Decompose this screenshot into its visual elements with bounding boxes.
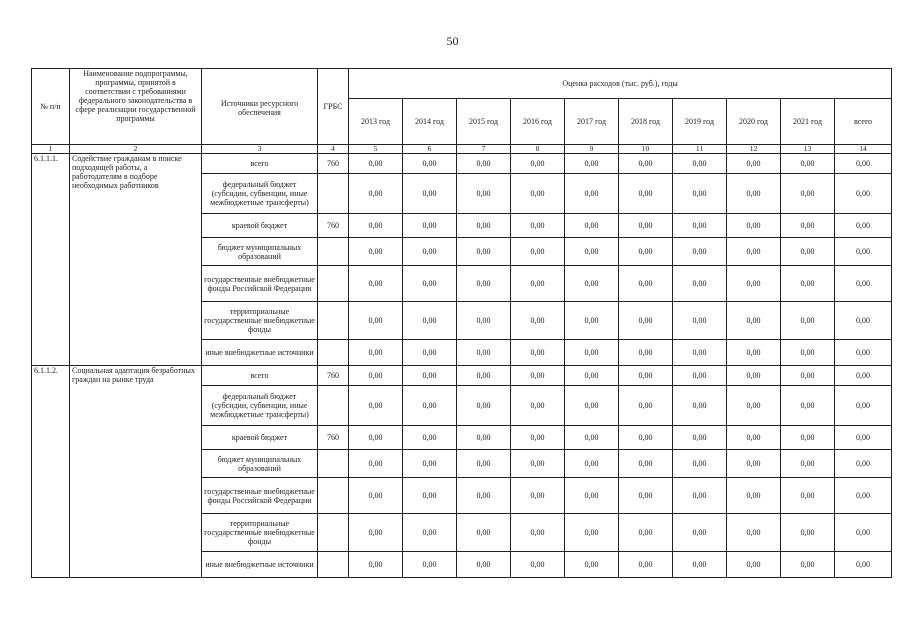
expenses-table (31, 68, 892, 578)
year-value: 0,00 (673, 340, 727, 366)
funding-source: государственные внебюджетные фонды Российской Федерации (202, 266, 318, 302)
year-value: 0,00 (619, 302, 673, 340)
grbs-code: 760 (318, 366, 349, 386)
grbs-code: 760 (318, 426, 349, 450)
header-year: 2017 год (565, 99, 619, 145)
year-value: 0,00 (619, 386, 673, 426)
year-value: 0,00 (781, 450, 835, 478)
year-value: 0,00 (511, 174, 565, 214)
year-value: 0,00 (727, 340, 781, 366)
total-value: 0,00 (835, 266, 892, 302)
year-value: 0,00 (781, 340, 835, 366)
year-value: 0,00 (565, 238, 619, 266)
grbs-code (318, 302, 349, 340)
year-value: 0,00 (349, 386, 403, 426)
year-value: 0,00 (673, 366, 727, 386)
year-value: 0,00 (457, 266, 511, 302)
year-value: 0,00 (619, 426, 673, 450)
column-index: 9 (565, 145, 619, 154)
year-value: 0,00 (727, 366, 781, 386)
funding-source: иные внебюджетные источники (202, 340, 318, 366)
year-value: 0,00 (403, 238, 457, 266)
year-value: 0,00 (727, 386, 781, 426)
year-value: 0,00 (457, 340, 511, 366)
column-index: 1 (32, 145, 70, 154)
year-value: 0,00 (403, 450, 457, 478)
year-value: 0,00 (349, 174, 403, 214)
row-number: 6.1.1.1. (32, 154, 70, 366)
year-value: 0,00 (673, 478, 727, 514)
year-value: 0,00 (727, 302, 781, 340)
grbs-code (318, 174, 349, 214)
column-index: 2 (70, 145, 202, 154)
year-value: 0,00 (781, 386, 835, 426)
table-row (32, 366, 892, 386)
total-value: 0,00 (835, 426, 892, 450)
year-value: 0,00 (511, 340, 565, 366)
year-value: 0,00 (457, 214, 511, 238)
year-value: 0,00 (457, 426, 511, 450)
year-value: 0,00 (781, 174, 835, 214)
funding-source: иные внебюджетные источники (202, 552, 318, 578)
year-value: 0,00 (511, 514, 565, 552)
total-value: 0,00 (835, 386, 892, 426)
year-value: 0,00 (727, 266, 781, 302)
year-value: 0,00 (565, 340, 619, 366)
year-value: 0,00 (349, 514, 403, 552)
funding-source: территориальные государственные внебюджетные фонды (202, 514, 318, 552)
header-year: 2021 год (781, 99, 835, 145)
year-value: 0,00 (565, 552, 619, 578)
year-value: 0,00 (403, 340, 457, 366)
year-value: 0,00 (619, 214, 673, 238)
header-year: 2016 год (511, 99, 565, 145)
grbs-code (318, 238, 349, 266)
year-value: 0,00 (781, 302, 835, 340)
year-value: 0,00 (619, 266, 673, 302)
grbs-code: 760 (318, 154, 349, 174)
year-value: 0,00 (403, 386, 457, 426)
year-value: 0,00 (457, 386, 511, 426)
year-value: 0,00 (673, 174, 727, 214)
total-value: 0,00 (835, 478, 892, 514)
year-value: 0,00 (619, 450, 673, 478)
year-value: 0,00 (781, 214, 835, 238)
year-value: 0,00 (727, 552, 781, 578)
column-index: 12 (727, 145, 781, 154)
year-value: 0,00 (511, 238, 565, 266)
year-value: 0,00 (349, 154, 403, 174)
year-value: 0,00 (565, 214, 619, 238)
year-value: 0,00 (565, 386, 619, 426)
year-value: 0,00 (673, 426, 727, 450)
page-number: 50 (446, 34, 459, 48)
header-grbs: ГРБС (318, 69, 349, 145)
header-year: 2019 год (673, 99, 727, 145)
grbs-code (318, 340, 349, 366)
year-value: 0,00 (619, 174, 673, 214)
year-value: 0,00 (403, 154, 457, 174)
year-value: 0,00 (727, 426, 781, 450)
header-year: 2013 год (349, 99, 403, 145)
year-value: 0,00 (619, 478, 673, 514)
grbs-code (318, 514, 349, 552)
year-value: 0,00 (781, 366, 835, 386)
year-value: 0,00 (511, 426, 565, 450)
year-value: 0,00 (781, 238, 835, 266)
year-value: 0,00 (457, 302, 511, 340)
year-value: 0,00 (403, 214, 457, 238)
grbs-code: 760 (318, 214, 349, 238)
year-value: 0,00 (619, 154, 673, 174)
year-value: 0,00 (727, 154, 781, 174)
grbs-code (318, 386, 349, 426)
year-value: 0,00 (565, 302, 619, 340)
year-value: 0,00 (619, 514, 673, 552)
year-value: 0,00 (565, 174, 619, 214)
year-value: 0,00 (511, 266, 565, 302)
year-value: 0,00 (673, 154, 727, 174)
year-value: 0,00 (457, 154, 511, 174)
year-value: 0,00 (673, 514, 727, 552)
year-value: 0,00 (511, 214, 565, 238)
year-value: 0,00 (349, 238, 403, 266)
total-value: 0,00 (835, 552, 892, 578)
total-value: 0,00 (835, 154, 892, 174)
header-year: 2020 год (727, 99, 781, 145)
column-index: 7 (457, 145, 511, 154)
year-value: 0,00 (565, 514, 619, 552)
header-sources: Источники ресурсного обеспечения (202, 69, 318, 145)
year-value: 0,00 (781, 154, 835, 174)
total-value: 0,00 (835, 514, 892, 552)
table-row (32, 154, 892, 174)
year-value: 0,00 (349, 366, 403, 386)
year-value: 0,00 (781, 426, 835, 450)
year-value: 0,00 (673, 214, 727, 238)
year-value: 0,00 (673, 450, 727, 478)
year-value: 0,00 (403, 174, 457, 214)
header-estimate: Оценка расходов (тыс. руб.), годы (349, 69, 892, 99)
funding-source: краевой бюджет (202, 214, 318, 238)
year-value: 0,00 (781, 514, 835, 552)
year-value: 0,00 (673, 386, 727, 426)
grbs-code (318, 450, 349, 478)
total-value: 0,00 (835, 302, 892, 340)
year-value: 0,00 (457, 238, 511, 266)
year-value: 0,00 (673, 552, 727, 578)
year-value: 0,00 (457, 450, 511, 478)
funding-source: бюджет муниципальных образований (202, 238, 318, 266)
year-value: 0,00 (565, 154, 619, 174)
header-num: № п/п (32, 69, 70, 145)
year-value: 0,00 (619, 340, 673, 366)
year-value: 0,00 (727, 174, 781, 214)
year-value: 0,00 (619, 552, 673, 578)
year-value: 0,00 (349, 302, 403, 340)
header-name: Наименование подпрограммы, программы, принятой в соответствии с требованиями федерального законодательства в сфере реализации государственной программы (70, 69, 202, 145)
year-value: 0,00 (349, 340, 403, 366)
funding-source: территориальные государственные внебюджетные фонды (202, 302, 318, 340)
header-year: 2018 год (619, 99, 673, 145)
funding-source: краевой бюджет (202, 426, 318, 450)
column-index: 10 (619, 145, 673, 154)
column-index: 3 (202, 145, 318, 154)
year-value: 0,00 (511, 154, 565, 174)
row-number: 6.1.1.2. (32, 366, 70, 578)
year-value: 0,00 (457, 478, 511, 514)
total-value: 0,00 (835, 214, 892, 238)
funding-source: бюджет муниципальных образований (202, 450, 318, 478)
year-value: 0,00 (673, 266, 727, 302)
year-value: 0,00 (457, 552, 511, 578)
total-value: 0,00 (835, 340, 892, 366)
header-year: 2015 год (457, 99, 511, 145)
year-value: 0,00 (403, 266, 457, 302)
year-value: 0,00 (781, 478, 835, 514)
header-year: 2014 год (403, 99, 457, 145)
program-name: Социальная адаптация безработных граждан на рынке труда (70, 366, 202, 578)
year-value: 0,00 (349, 266, 403, 302)
year-value: 0,00 (349, 552, 403, 578)
year-value: 0,00 (673, 238, 727, 266)
column-index-row (32, 145, 892, 154)
year-value: 0,00 (349, 450, 403, 478)
year-value: 0,00 (349, 478, 403, 514)
year-value: 0,00 (565, 366, 619, 386)
year-value: 0,00 (781, 266, 835, 302)
funding-source: федеральный бюджет (субсидии, субвенции, иные межбюджетные трансферты) (202, 174, 318, 214)
funding-source: государственные внебюджетные фонды Российской Федерации (202, 478, 318, 514)
year-value: 0,00 (727, 450, 781, 478)
year-value: 0,00 (727, 478, 781, 514)
total-value: 0,00 (835, 238, 892, 266)
funding-source: всего (202, 366, 318, 386)
grbs-code (318, 266, 349, 302)
year-value: 0,00 (511, 552, 565, 578)
year-value: 0,00 (403, 478, 457, 514)
column-index: 8 (511, 145, 565, 154)
year-value: 0,00 (349, 426, 403, 450)
year-value: 0,00 (457, 514, 511, 552)
year-value: 0,00 (673, 302, 727, 340)
column-index: 4 (318, 145, 349, 154)
year-value: 0,00 (403, 426, 457, 450)
year-value: 0,00 (403, 514, 457, 552)
year-value: 0,00 (565, 266, 619, 302)
year-value: 0,00 (511, 386, 565, 426)
table-body (32, 145, 892, 578)
column-index: 14 (835, 145, 892, 154)
column-index: 11 (673, 145, 727, 154)
year-value: 0,00 (457, 366, 511, 386)
year-value: 0,00 (781, 552, 835, 578)
funding-source: всего (202, 154, 318, 174)
grbs-code (318, 478, 349, 514)
year-value: 0,00 (619, 366, 673, 386)
program-name: Содействие гражданам в поиске подходящей работы, а работодателям в подборе необходимых работников (70, 154, 202, 366)
column-index: 6 (403, 145, 457, 154)
year-value: 0,00 (457, 174, 511, 214)
year-value: 0,00 (565, 426, 619, 450)
header-total: всего (835, 99, 892, 145)
year-value: 0,00 (403, 552, 457, 578)
total-value: 0,00 (835, 174, 892, 214)
year-value: 0,00 (511, 450, 565, 478)
column-index: 5 (349, 145, 403, 154)
year-value: 0,00 (511, 302, 565, 340)
column-index: 13 (781, 145, 835, 154)
year-value: 0,00 (565, 478, 619, 514)
funding-source: федеральный бюджет (субсидии, субвенции, иные межбюджетные трансферты) (202, 386, 318, 426)
year-value: 0,00 (727, 214, 781, 238)
year-value: 0,00 (727, 514, 781, 552)
year-value: 0,00 (727, 238, 781, 266)
year-value: 0,00 (403, 302, 457, 340)
grbs-code (318, 552, 349, 578)
year-value: 0,00 (511, 478, 565, 514)
table-header (32, 69, 892, 145)
year-value: 0,00 (511, 366, 565, 386)
total-value: 0,00 (835, 366, 892, 386)
year-value: 0,00 (403, 366, 457, 386)
year-value: 0,00 (349, 214, 403, 238)
total-value: 0,00 (835, 450, 892, 478)
year-value: 0,00 (565, 450, 619, 478)
year-value: 0,00 (619, 238, 673, 266)
